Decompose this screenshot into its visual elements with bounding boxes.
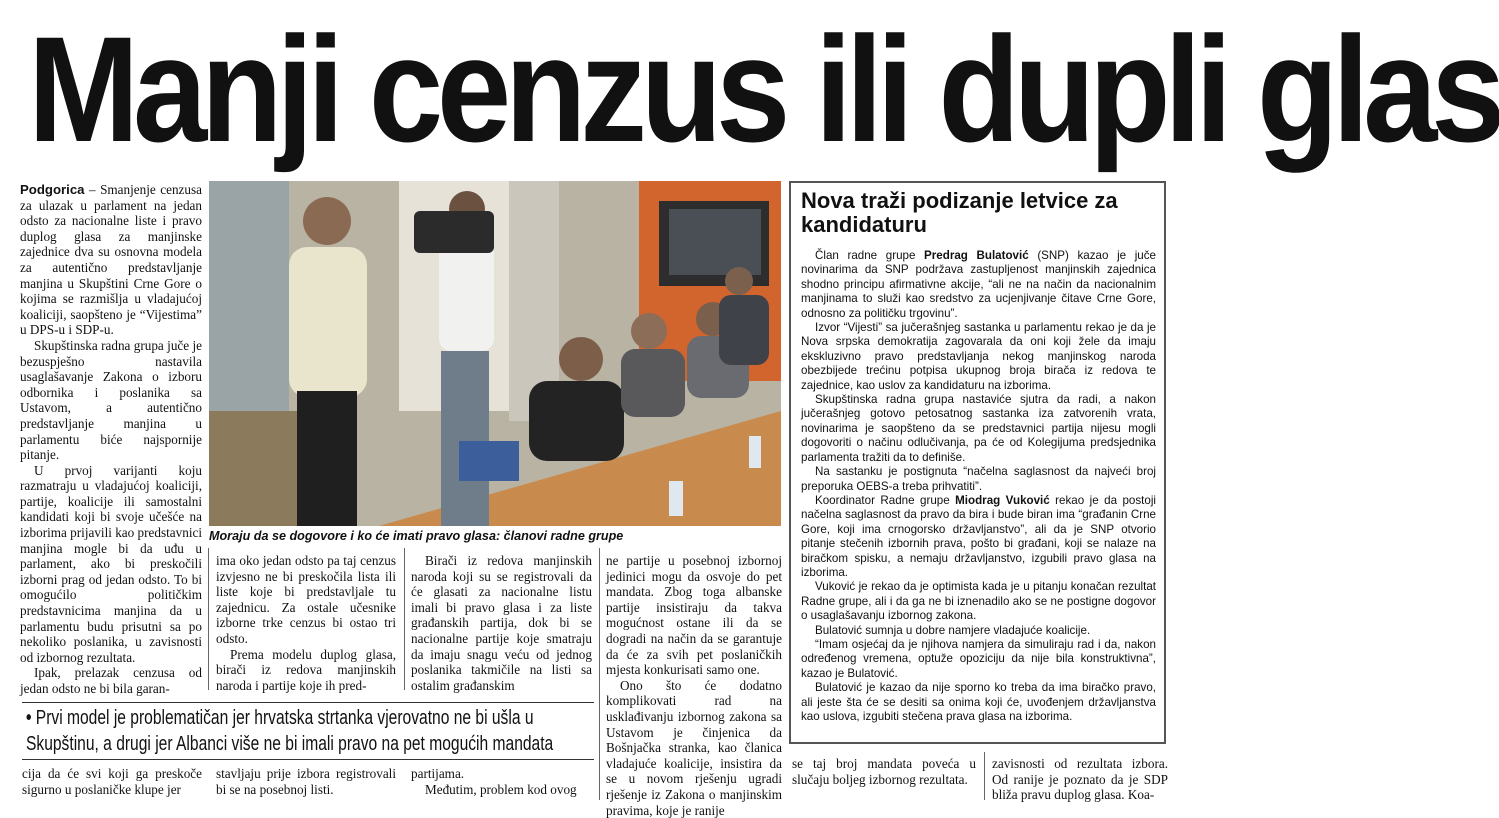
lead-paragraph: Skupštinska radna grupa juče je bezuspješno nastavila usaglašavanje Zakona o izboru odbornika i poslanika sa Ustavom, a autentično predstavljanje manjina u parlamentu biće najspornije pitanje.	[20, 337, 202, 463]
column-paragraph: Prema modelu duplog glasa, birači iz redova manjinskih naroda i partije koje ih pred-	[216, 646, 396, 693]
column-divider	[404, 548, 405, 690]
bottom-column-5	[792, 756, 976, 800]
column-paragraph: ima oko jedan odsto pa taj cenzus izvjesno ne bi preskočila lista ili liste koje bi predstavljale tu zajednicu. Za ostale učesnike izborne trke cenzus bi ostao tri odsto.	[216, 553, 396, 646]
bottom-column-2	[216, 766, 396, 800]
pull-quote	[22, 702, 594, 760]
sidebar-paragraph: Bulatović sumnja u dobre namjere vladajuće koalicije.	[815, 623, 1091, 637]
lead-paragraph: U prvoj varijanti koju razmatraju u vladajućoj koaliciji, partije, koalicije ili samostalni kandidati koji bi svoje učešće na izborima prijavili kao predstavnici manjina mogle bi da uđu u parlament, ako bi preskočili izborni prag od jedan odsto. To bi omogućilo političkim predstavnicima manjina da u parlamentu budu prisutni sa po nekoliko poslanika, u zavisnosti od izbornog rezultata.	[20, 462, 203, 665]
sidebar-paragraph: Na sastanku je postignuta “načelna saglasnost da najveći broj preporuka OEBS-a treba prihvatiti”.	[801, 465, 1156, 493]
sidebar-paragraph: Bulatović je kazao da nije sporno ko treba da ima biračko pravo, ali jeste šta će se desiti sa onima koji će, uvođenjem državljanstva kao uslova, izgubiti stečena prava glasa na izborima.	[801, 681, 1156, 723]
column-paragraph: Birači iz redova manjinskih naroda koji su se registrovali da će glasati za nacionalne listu imali bi pravo glasa i za liste građanskih partija, dok bi se nacionalne partije koje smatraju da imaju snagu veću od jednog poslanika takmičile na listi sa ostalim građanskim	[411, 553, 592, 693]
article-column-3	[411, 553, 592, 693]
sidebar-box	[789, 181, 1166, 744]
sidebar-body	[801, 249, 1156, 739]
column-paragraph: zavisnosti od rezultata izbora. Od ranije je poznato da je SDP bliža pravu duplog glasa. Koa-	[992, 756, 1168, 803]
sidebar-paragraph: “Imam osjećaj da je njihova namjera da simuliraju rad i da, nakon određenog vremena, optuže opoziciju da nije bila konstruktivna”, kazao je Bulatović.	[801, 637, 1156, 680]
column-divider	[208, 548, 209, 690]
column-paragraph: Međutim, problem kod ovog	[425, 781, 577, 797]
bottom-column-3	[411, 766, 592, 800]
sidebar-paragraph: Član radne grupe Predrag Bulatović (SNP) kazao je juče novinarima da SNP podržava zastupljenost manjinskih zajednica shodno principu afirmativne akcije, “ali ne na način da nacionalnim manjinama to služi kao sredstvo za ucjenjivanje čitave Crne Gore, odnosno za političku trgovinu”.	[801, 249, 1156, 320]
column-paragraph: stavljaju prije izbora registrovali bi se na posebnoj listi.	[216, 766, 396, 797]
pull-quote-text	[26, 705, 603, 757]
sidebar-paragraph: Vuković je rekao da je optimista kada je u pitanju konačan rezultat Radne grupe, ali i da ga ne bi iznenadilo ako se ne postigne dogovor o usaglašavanju izbornog zakona.	[801, 580, 1156, 623]
bottom-column-1	[22, 766, 202, 800]
column-paragraph: Ono što će dodatno komplikovati rad na usklađivanju izbornog zakona sa Ustavom je činjenica da Bošnjačka stranka, kao članica vladajuće koalicije, insistira da se u novom rješenju ugradi rješenje iz Zakona o manjinskim pravima, koje je ranije	[606, 677, 782, 818]
person-name: Predrag Bulatović	[924, 249, 1029, 262]
lead-intro: – Smanjenje cenzusa za ulazak u parlament na jedan odsto za nacionalne liste i pravo duplog glasa za manjinske zajednice dva su osnovna modela za autentično predstavljanje manjina u Skupštini Crne Gore o kojima se razmišlja u vladajućoj koaliciji, saopšteno je “Vijestima” u DPS-u i SDP-u.	[20, 182, 202, 338]
person-name: Miodrag Vuković	[955, 493, 1050, 507]
article-column-2	[216, 553, 396, 693]
headline: Manji cenzus ili dupli glas	[28, 5, 1499, 173]
pull-quote-line: Prvi model je problematičan jer hrvatska strtanka vjerovatno ne bi ušla u	[35, 707, 534, 729]
column-divider	[599, 548, 600, 800]
column-paragraph: cija da će svi koji ga preskoče sigurno u poslaničke klupe jer	[22, 766, 202, 797]
column-divider	[984, 752, 985, 800]
column-paragraph: se taj broj mandata poveća u slučaju boljeg izbornog rezultata.	[792, 756, 976, 787]
column-paragraph: partijama.	[411, 766, 465, 781]
sidebar-paragraph: Koordinator Radne grupe Miodrag Vuković rekao je da postoji načelna saglasnost da pravo da bira i bude biran ima “građanin Crne Gore, koji ima crnogorsko državljanstvo”, ali da je SNP otvorio pitanje stečenih izbornih prava, pošto bi građani, koji se nalaze na biračkom spisku, a nemaju državljanstvo, izgubili pravo glasa na izborima.	[801, 493, 1156, 579]
column-paragraph: ne partije u posebnoj izbornoj jedinici mogu da osvoje do pet mandata. Zbog toga albanske partije insistiraju da takva mogućnost ostane ili da se dogradi na način da se garantuje da će za svih pet poslaničkih mjesta konkurisati samo one.	[606, 553, 782, 678]
bullet-icon: •	[26, 707, 36, 729]
lead-paragraph: Ipak, prelazak cenzusa od jedan odsto ne bi bila garan-	[20, 665, 202, 696]
pull-quote-line: Skupštinu, a drugi jer Albanci više ne bi imali pravo na pet mogućih mandata	[26, 733, 554, 755]
sidebar-title: Nova traži podizanje letvice za kandidaturu	[801, 188, 1118, 237]
bottom-column-6	[992, 756, 1168, 803]
dateline: Podgorica	[20, 182, 85, 197]
sidebar-paragraph: Izvor “Vijesti” sa jučerašnjeg sastanka u parlamentu rekao je da je Nova srpska demokratija zagovarala da oni koji žele da imaju ekskluzivno pravo predstavljanja nekog manjinskog naroda obezbijede trećinu potpisa ukupnog broja birača iz redova te zajednice, kao uslov za kandidaturu na izborima.	[801, 321, 1156, 392]
meeting-photo	[209, 181, 781, 526]
meeting-photo-illustration	[209, 181, 781, 526]
sidebar-paragraph: Skupštinska radna grupa nastaviće sjutra da radi, a nakon jučerašnjeg gotovo petosatnog sastanka iza zatvorenih vrata, novinarima je saopšteno da se predstavnici partija nijesu mogli dogovoriti o načinu odlučivanja, pa će od Kolegijuma predsjednika parlamenta tražiti da to definiše.	[801, 393, 1156, 464]
lead-column	[20, 182, 203, 696]
article-column-4	[606, 553, 782, 818]
photo-caption: Moraju da se dogovore i ko će imati pravo glasa: članovi radne grupe	[209, 529, 624, 543]
